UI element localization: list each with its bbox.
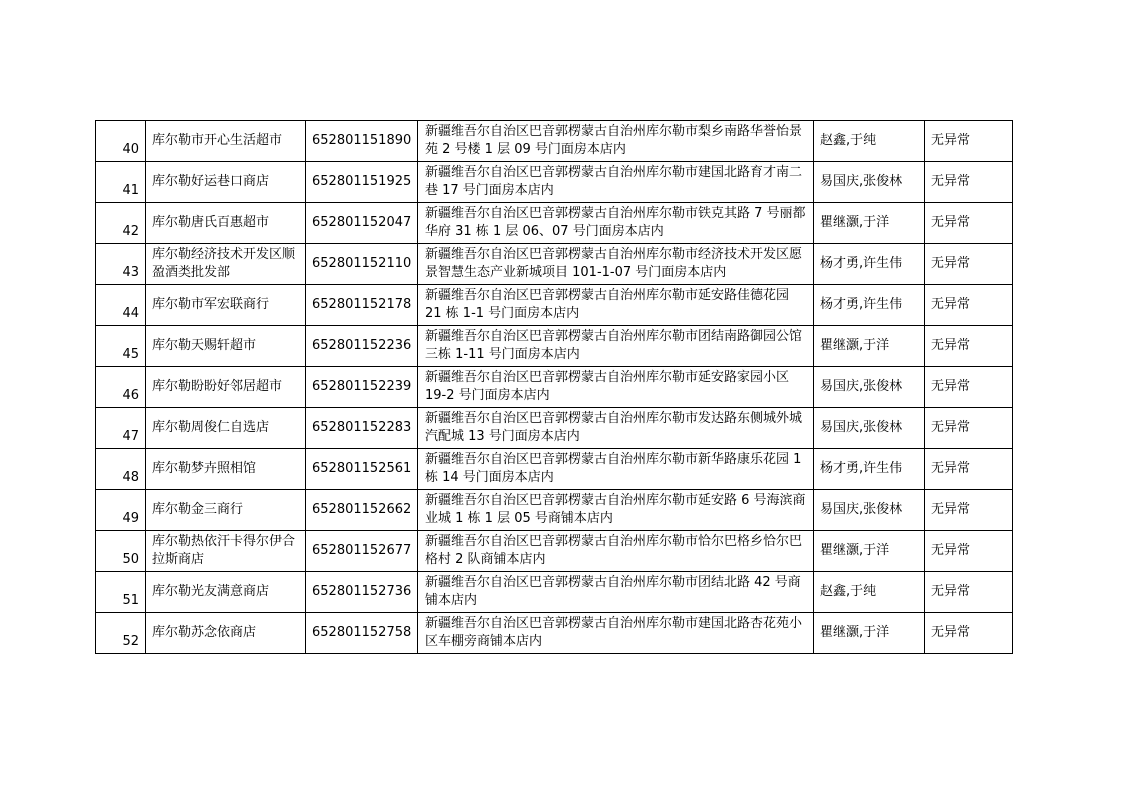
- table-row: [96, 203, 1013, 244]
- registration-code: 652801151925: [306, 162, 418, 203]
- store-name: 库尔勒梦卉照相馆: [146, 449, 306, 490]
- table-row: [96, 408, 1013, 449]
- inspectors: 杨才勇,许生伟: [814, 449, 925, 490]
- inspectors: 瞿继灏,于洋: [814, 613, 925, 654]
- table-row: [96, 285, 1013, 326]
- registration-code: 652801152758: [306, 613, 418, 654]
- store-address: 新疆维吾尔自治区巴音郭楞蒙古自治州库尔勒市恰尔巴格乡恰尔巴格村 2 队商铺本店内: [418, 531, 814, 572]
- row-number: 41: [96, 162, 146, 203]
- store-name: 库尔勒经济技术开发区顺盈酒类批发部: [146, 244, 306, 285]
- row-number: 46: [96, 367, 146, 408]
- store-address: 新疆维吾尔自治区巴音郭楞蒙古自治州库尔勒市团结北路 42 号商铺本店内: [418, 572, 814, 613]
- inspection-result: 无异常: [925, 490, 1013, 531]
- store-address: 新疆维吾尔自治区巴音郭楞蒙古自治州库尔勒市发达路东侧城外城汽配城 13 号门面房本店内: [418, 408, 814, 449]
- table-row: [96, 490, 1013, 531]
- inspection-result: 无异常: [925, 531, 1013, 572]
- store-name: 库尔勒好运巷口商店: [146, 162, 306, 203]
- table-row: [96, 121, 1013, 162]
- inspection-result: 无异常: [925, 121, 1013, 162]
- inspectors: 赵鑫,于纯: [814, 121, 925, 162]
- table-row: [96, 613, 1013, 654]
- store-name: 库尔勒唐氏百惠超市: [146, 203, 306, 244]
- registration-code: 652801151890: [306, 121, 418, 162]
- table-row: [96, 367, 1013, 408]
- registration-code: 652801152283: [306, 408, 418, 449]
- store-address: 新疆维吾尔自治区巴音郭楞蒙古自治州库尔勒市团结南路御园公馆三栋 1-11 号门面房本店内: [418, 326, 814, 367]
- store-name: 库尔勒市军宏联商行: [146, 285, 306, 326]
- store-name: 库尔勒天赐轩超市: [146, 326, 306, 367]
- row-number: 47: [96, 408, 146, 449]
- row-number: 43: [96, 244, 146, 285]
- inspection-result: 无异常: [925, 408, 1013, 449]
- registration-code: 652801152677: [306, 531, 418, 572]
- table-body: [96, 121, 1013, 654]
- row-number: 40: [96, 121, 146, 162]
- store-address: 新疆维吾尔自治区巴音郭楞蒙古自治州库尔勒市经济技术开发区愿景智慧生态产业新城项目 101-1-07 号门面房本店内: [418, 244, 814, 285]
- store-address: 新疆维吾尔自治区巴音郭楞蒙古自治州库尔勒市新华路康乐花园 1 栋 14 号门面房本店内: [418, 449, 814, 490]
- row-number: 42: [96, 203, 146, 244]
- store-name: 库尔勒苏念依商店: [146, 613, 306, 654]
- registration-code: 652801152178: [306, 285, 418, 326]
- row-number: 52: [96, 613, 146, 654]
- store-address: 新疆维吾尔自治区巴音郭楞蒙古自治州库尔勒市延安路 6 号海滨商业城 1 栋 1 层 05 号商铺本店内: [418, 490, 814, 531]
- inspectors: 易国庆,张俊林: [814, 408, 925, 449]
- store-address: 新疆维吾尔自治区巴音郭楞蒙古自治州库尔勒市延安路佳德花园 21 栋 1-1 号门面房本店内: [418, 285, 814, 326]
- store-name: 库尔勒周俊仁自选店: [146, 408, 306, 449]
- registration-code: 652801152736: [306, 572, 418, 613]
- inspectors: 赵鑫,于纯: [814, 572, 925, 613]
- inspection-table: [95, 120, 1013, 654]
- inspection-result: 无异常: [925, 285, 1013, 326]
- store-name: 库尔勒盼盼好邻居超市: [146, 367, 306, 408]
- inspectors: 杨才勇,许生伟: [814, 244, 925, 285]
- inspectors: 易国庆,张俊林: [814, 162, 925, 203]
- row-number: 44: [96, 285, 146, 326]
- inspectors: 易国庆,张俊林: [814, 490, 925, 531]
- store-address: 新疆维吾尔自治区巴音郭楞蒙古自治州库尔勒市建国北路育才南二巷 17 号门面房本店内: [418, 162, 814, 203]
- inspection-result: 无异常: [925, 203, 1013, 244]
- store-name: 库尔勒市开心生活超市: [146, 121, 306, 162]
- inspectors: 瞿继灏,于洋: [814, 203, 925, 244]
- registration-code: 652801152110: [306, 244, 418, 285]
- row-number: 50: [96, 531, 146, 572]
- table-row: [96, 449, 1013, 490]
- registration-code: 652801152662: [306, 490, 418, 531]
- table-row: [96, 326, 1013, 367]
- inspection-result: 无异常: [925, 326, 1013, 367]
- row-number: 49: [96, 490, 146, 531]
- store-name: 库尔勒金三商行: [146, 490, 306, 531]
- store-address: 新疆维吾尔自治区巴音郭楞蒙古自治州库尔勒市铁克其路 7 号丽都华府 31 栋 1 层 06、07 号门面房本店内: [418, 203, 814, 244]
- inspectors: 瞿继灏,于洋: [814, 326, 925, 367]
- store-name: 库尔勒热依汗卡得尔伊合拉斯商店: [146, 531, 306, 572]
- inspection-result: 无异常: [925, 613, 1013, 654]
- table-row: [96, 244, 1013, 285]
- inspection-result: 无异常: [925, 572, 1013, 613]
- row-number: 45: [96, 326, 146, 367]
- table-row: [96, 531, 1013, 572]
- inspection-result: 无异常: [925, 367, 1013, 408]
- registration-code: 652801152561: [306, 449, 418, 490]
- store-address: 新疆维吾尔自治区巴音郭楞蒙古自治州库尔勒市延安路家园小区 19-2 号门面房本店内: [418, 367, 814, 408]
- inspection-result: 无异常: [925, 449, 1013, 490]
- registration-code: 652801152236: [306, 326, 418, 367]
- inspection-result: 无异常: [925, 244, 1013, 285]
- store-name: 库尔勒光友满意商店: [146, 572, 306, 613]
- inspectors: 易国庆,张俊林: [814, 367, 925, 408]
- inspectors: 瞿继灏,于洋: [814, 531, 925, 572]
- inspection-result: 无异常: [925, 162, 1013, 203]
- table-row: [96, 162, 1013, 203]
- registration-code: 652801152239: [306, 367, 418, 408]
- inspectors: 杨才勇,许生伟: [814, 285, 925, 326]
- registration-code: 652801152047: [306, 203, 418, 244]
- store-address: 新疆维吾尔自治区巴音郭楞蒙古自治州库尔勒市梨乡南路华誉怡景苑 2 号楼 1 层 09 号门面房本店内: [418, 121, 814, 162]
- row-number: 48: [96, 449, 146, 490]
- row-number: 51: [96, 572, 146, 613]
- store-address: 新疆维吾尔自治区巴音郭楞蒙古自治州库尔勒市建国北路杏花苑小区车棚旁商铺本店内: [418, 613, 814, 654]
- table-row: [96, 572, 1013, 613]
